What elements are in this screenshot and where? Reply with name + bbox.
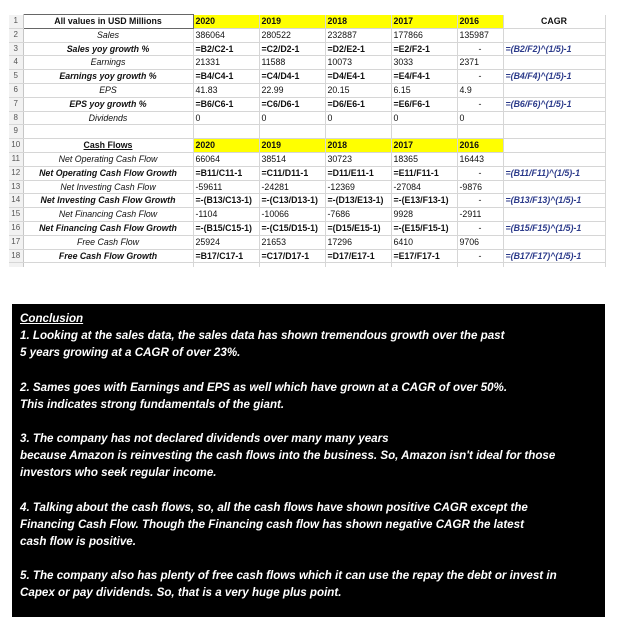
value-cell[interactable]: =(D15/E15-1): [325, 221, 391, 235]
conclusion-point-1: [20, 327, 597, 361]
value-cell[interactable]: 2020: [193, 139, 259, 153]
row-label-cell[interactable]: Earnings yoy growth %: [23, 70, 193, 84]
conclusion-point-2: [20, 379, 597, 413]
value-cell[interactable]: =C11/D11-1: [259, 166, 325, 180]
row-number: 2: [9, 28, 23, 42]
value-cell[interactable]: 22.99: [259, 83, 325, 97]
value-cell[interactable]: 38514: [259, 152, 325, 166]
sheet-row: [9, 28, 605, 42]
value-cell[interactable]: =B17/C17-1: [193, 249, 259, 263]
row-label-cell[interactable]: Sales yoy growth %: [23, 42, 193, 56]
conclusion-panel: [12, 304, 605, 617]
value-cell[interactable]: 9706: [457, 235, 503, 249]
value-cell[interactable]: -: [457, 70, 503, 84]
value-cell[interactable]: =B11/C11-1: [193, 166, 259, 180]
sheet-row-partial: [9, 263, 605, 268]
cagr-cell[interactable]: [503, 152, 605, 166]
value-cell[interactable]: 232887: [325, 28, 391, 42]
sheet-row: [9, 83, 605, 97]
cagr-cell[interactable]: =(B11/F11)^(1/5)-1: [503, 166, 605, 180]
sheet-row: [9, 235, 605, 249]
conclusion-point-3: [20, 430, 597, 482]
row-label-cell[interactable]: Net Financing Cash Flow Growth: [23, 221, 193, 235]
value-cell[interactable]: -2911: [457, 208, 503, 222]
value-cell[interactable]: =E11/F11-1: [391, 166, 457, 180]
cagr-cell[interactable]: [503, 83, 605, 97]
cagr-cell[interactable]: =(B13/F13)^(1/5)-1: [503, 194, 605, 208]
value-cell[interactable]: =C2/D2-1: [259, 42, 325, 56]
value-cell[interactable]: 30723: [325, 152, 391, 166]
value-cell[interactable]: -: [457, 194, 503, 208]
row-number: 18: [9, 249, 23, 263]
value-cell[interactable]: =-(B15/C15-1): [193, 221, 259, 235]
row-number: 3: [9, 42, 23, 56]
value-cell[interactable]: 6.15: [391, 83, 457, 97]
sheet-row: [9, 97, 605, 111]
value-cell[interactable]: -59611: [193, 180, 259, 194]
value-cell[interactable]: =D4/E4-1: [325, 70, 391, 84]
row-number: 7: [9, 97, 23, 111]
row-number: 14: [9, 194, 23, 208]
cagr-cell[interactable]: =(B4/F4)^(1/5)-1: [503, 70, 605, 84]
value-cell[interactable]: =-(E15/F15-1): [391, 221, 457, 235]
cagr-cell[interactable]: =(B17/F17)^(1/5)-1: [503, 249, 605, 263]
value-cell[interactable]: 0: [193, 111, 259, 125]
value-cell[interactable]: -: [457, 42, 503, 56]
value-cell[interactable]: -: [457, 249, 503, 263]
value-cell[interactable]: 2018: [325, 139, 391, 153]
value-cell[interactable]: 135987: [457, 28, 503, 42]
row-label-cell[interactable]: Net Operating Cash Flow: [23, 152, 193, 166]
value-cell[interactable]: =-(D13/E13-1): [325, 194, 391, 208]
value-cell[interactable]: -: [457, 166, 503, 180]
sheet-row: [9, 56, 605, 70]
value-cell[interactable]: [325, 125, 391, 139]
row-label-cell[interactable]: EPS yoy growth %: [23, 97, 193, 111]
value-cell[interactable]: 2017: [391, 139, 457, 153]
row-label-cell[interactable]: Free Cash Flow Growth: [23, 249, 193, 263]
sheet-row: [9, 194, 605, 208]
cagr-cell[interactable]: [503, 56, 605, 70]
value-cell[interactable]: 2016: [457, 139, 503, 153]
cagr-cell[interactable]: [503, 208, 605, 222]
row-label-cell[interactable]: EPS: [23, 83, 193, 97]
conclusion-line: 1. Looking at the sales data, the sales data has shown tremendous growth over the past: [20, 329, 505, 343]
conclusion-line: investors who seek regular income.: [20, 466, 217, 480]
value-cell[interactable]: 280522: [259, 28, 325, 42]
value-cell[interactable]: =B4/C4-1: [193, 70, 259, 84]
value-cell[interactable]: =D6/E6-1: [325, 97, 391, 111]
empty-cell: [23, 263, 193, 268]
cagr-cell[interactable]: [503, 125, 605, 139]
value-cell[interactable]: =E17/F17-1: [391, 249, 457, 263]
cagr-cell[interactable]: [503, 235, 605, 249]
value-cell[interactable]: 20.15: [325, 83, 391, 97]
value-cell[interactable]: =E6/F6-1: [391, 97, 457, 111]
conclusion-line: 5. The company also has plenty of free cash flows which it can use the repay the debt or invest in: [20, 569, 557, 583]
conclusion-line: because Amazon is reinvesting the cash flows into the business. So, Amazon isn't ideal for those: [20, 449, 556, 463]
value-cell[interactable]: -7686: [325, 208, 391, 222]
empty-cell: [325, 263, 391, 268]
row-number: 1: [9, 15, 23, 29]
value-cell[interactable]: -27084: [391, 180, 457, 194]
row-number: 17: [9, 235, 23, 249]
row-label-cell[interactable]: Free Cash Flow: [23, 235, 193, 249]
value-cell[interactable]: =D17/E17-1: [325, 249, 391, 263]
empty-cell: [457, 263, 503, 268]
value-cell[interactable]: -10066: [259, 208, 325, 222]
sheet-row: [9, 249, 605, 263]
value-cell[interactable]: 25924: [193, 235, 259, 249]
cagr-cell[interactable]: =(B15/F15)^(1/5)-1: [503, 221, 605, 235]
row-label-cell[interactable]: Cash Flows: [23, 139, 193, 153]
row-number: 12: [9, 166, 23, 180]
value-cell[interactable]: [259, 125, 325, 139]
value-cell[interactable]: -12369: [325, 180, 391, 194]
conclusion-point-5: [20, 567, 597, 601]
cagr-cell[interactable]: =(B2/F2)^(1/5)-1: [503, 42, 605, 56]
value-cell[interactable]: -9876: [457, 180, 503, 194]
value-cell[interactable]: 18365: [391, 152, 457, 166]
spreadsheet-body: [9, 15, 605, 268]
value-cell[interactable]: 2019: [259, 15, 325, 29]
row-label-cell[interactable]: All values in USD Millions: [23, 15, 193, 29]
row-number: 6: [9, 83, 23, 97]
sheet-row: [9, 15, 605, 29]
row-label-cell[interactable]: Earnings: [23, 56, 193, 70]
row-number: 5: [9, 70, 23, 84]
row-number: 16: [9, 221, 23, 235]
value-cell[interactable]: 4.9: [457, 83, 503, 97]
sheet-row: [9, 111, 605, 125]
value-cell[interactable]: 16443: [457, 152, 503, 166]
value-cell[interactable]: 10073: [325, 56, 391, 70]
value-cell[interactable]: [193, 125, 259, 139]
empty-cell: [503, 263, 605, 268]
conclusion-title: Conclusion: [20, 312, 84, 325]
conclusion-line: 5 years growing at a CAGR of over 23%.: [20, 346, 241, 360]
conclusion-line: This indicates strong fundamentals of the giant.: [20, 397, 285, 411]
value-cell[interactable]: 6410: [391, 235, 457, 249]
value-cell[interactable]: =B2/C2-1: [193, 42, 259, 56]
conclusion-point-4: [20, 499, 597, 551]
value-cell[interactable]: =E4/F4-1: [391, 70, 457, 84]
value-cell[interactable]: =B6/C6-1: [193, 97, 259, 111]
value-cell[interactable]: =-(B13/C13-1): [193, 194, 259, 208]
sheet-row: [9, 42, 605, 56]
cagr-cell[interactable]: [503, 139, 605, 153]
row-number: 10: [9, 139, 23, 153]
row-number: 4: [9, 56, 23, 70]
value-cell[interactable]: =-(C13/D13-1): [259, 194, 325, 208]
row-label-cell[interactable]: [23, 125, 193, 139]
conclusion-line: 2. Sames goes with Earnings and EPS as well which have grown at a CAGR of over 50%.: [20, 380, 508, 394]
row-label-cell[interactable]: Net Operating Cash Flow Growth: [23, 166, 193, 180]
value-cell[interactable]: -24281: [259, 180, 325, 194]
value-cell[interactable]: 9928: [391, 208, 457, 222]
value-cell[interactable]: =C4/D4-1: [259, 70, 325, 84]
value-cell[interactable]: 21331: [193, 56, 259, 70]
row-number: 13: [9, 180, 23, 194]
value-cell[interactable]: [457, 125, 503, 139]
value-cell[interactable]: 2017: [391, 15, 457, 29]
conclusion-line: cash flow is positive.: [20, 535, 136, 549]
value-cell[interactable]: 2019: [259, 139, 325, 153]
sheet-row: [9, 139, 605, 153]
value-cell[interactable]: 41.83: [193, 83, 259, 97]
empty-cell: [9, 263, 23, 268]
conclusion-line: Financing Cash Flow. Though the Financing cash flow has shown negative CAGR the latest: [20, 517, 524, 531]
cagr-cell[interactable]: [503, 180, 605, 194]
sheet-row: [9, 166, 605, 180]
row-number: 9: [9, 125, 23, 139]
value-cell[interactable]: -: [457, 97, 503, 111]
value-cell[interactable]: =C6/D6-1: [259, 97, 325, 111]
value-cell[interactable]: =E2/F2-1: [391, 42, 457, 56]
value-cell[interactable]: 11588: [259, 56, 325, 70]
value-cell[interactable]: 2016: [457, 15, 503, 29]
row-number: 11: [9, 152, 23, 166]
value-cell[interactable]: 17296: [325, 235, 391, 249]
empty-cell: [259, 263, 325, 268]
value-cell[interactable]: 3033: [391, 56, 457, 70]
row-label-cell[interactable]: Net Investing Cash Flow Growth: [23, 194, 193, 208]
value-cell[interactable]: 2018: [325, 15, 391, 29]
value-cell[interactable]: =C17/D17-1: [259, 249, 325, 263]
row-label-cell[interactable]: Net Financing Cash Flow: [23, 208, 193, 222]
value-cell[interactable]: 66064: [193, 152, 259, 166]
spreadsheet-table: [9, 14, 606, 267]
value-cell[interactable]: 2371: [457, 56, 503, 70]
empty-cell: [391, 263, 457, 268]
value-cell[interactable]: 177866: [391, 28, 457, 42]
row-label-cell[interactable]: Dividends: [23, 111, 193, 125]
value-cell[interactable]: 0: [391, 111, 457, 125]
value-cell[interactable]: 0: [457, 111, 503, 125]
row-number: 8: [9, 111, 23, 125]
conclusion-line: 4. Talking about the cash flows, so, all the cash flows have shown positive CAGR except the: [20, 500, 528, 514]
sheet-row: [9, 221, 605, 235]
value-cell[interactable]: -1104: [193, 208, 259, 222]
value-cell[interactable]: =D11/E11-1: [325, 166, 391, 180]
cagr-cell[interactable]: [503, 111, 605, 125]
value-cell[interactable]: =-(C15/D15-1): [259, 221, 325, 235]
row-label-cell[interactable]: Sales: [23, 28, 193, 42]
sheet-row: [9, 208, 605, 222]
cagr-cell[interactable]: =(B6/F6)^(1/5)-1: [503, 97, 605, 111]
sheet-row: [9, 70, 605, 84]
sheet-row: [9, 180, 605, 194]
value-cell[interactable]: 2020: [193, 15, 259, 29]
conclusion-line: 3. The company has not declared dividends over many many years: [20, 432, 389, 446]
empty-cell: [193, 263, 259, 268]
cagr-cell[interactable]: CAGR: [503, 15, 605, 29]
value-cell[interactable]: =-(E13/F13-1): [391, 194, 457, 208]
value-cell[interactable]: 0: [325, 111, 391, 125]
value-cell[interactable]: 21653: [259, 235, 325, 249]
conclusion-line: Capex or pay dividends. So, that is a very huge plus point.: [20, 586, 342, 600]
row-number: 15: [9, 208, 23, 222]
value-cell[interactable]: =D2/E2-1: [325, 42, 391, 56]
cagr-cell[interactable]: [503, 28, 605, 42]
sheet-row: [9, 152, 605, 166]
value-cell[interactable]: 0: [259, 111, 325, 125]
value-cell[interactable]: -: [457, 221, 503, 235]
value-cell[interactable]: [391, 125, 457, 139]
row-label-cell[interactable]: Net Investing Cash Flow: [23, 180, 193, 194]
value-cell[interactable]: 386064: [193, 28, 259, 42]
sheet-row: [9, 125, 605, 139]
